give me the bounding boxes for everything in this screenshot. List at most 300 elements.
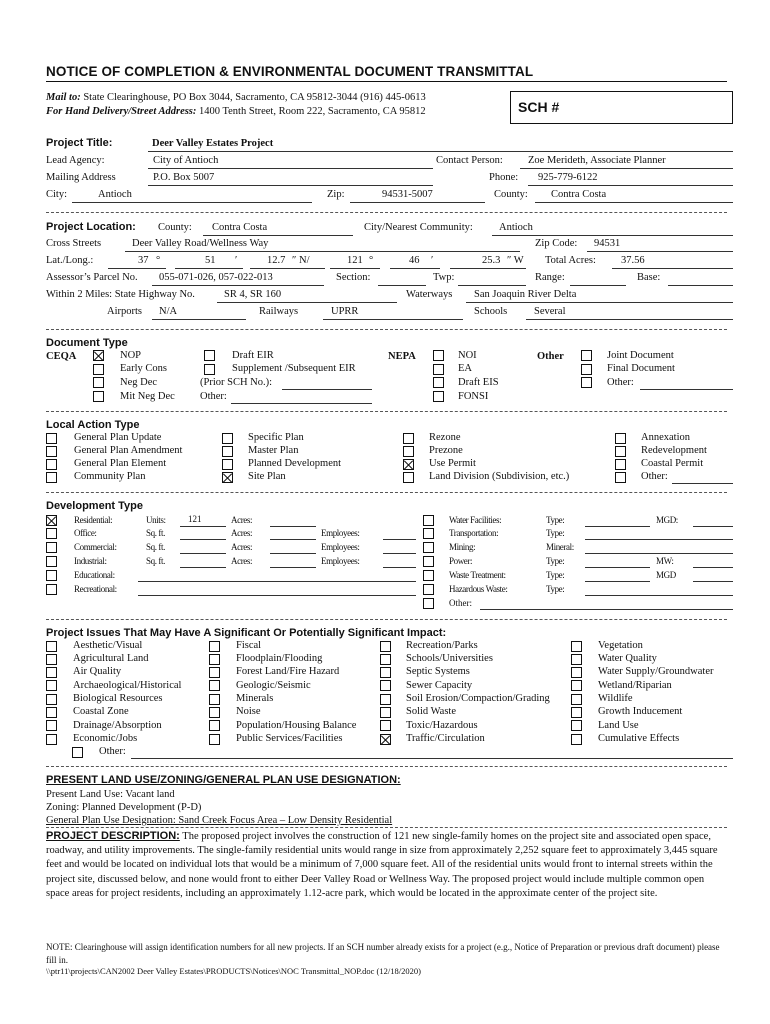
joint-document-checkbox[interactable] (581, 350, 592, 361)
local-other-checkbox[interactable] (615, 472, 626, 483)
local-action-item: General Plan Update (74, 432, 162, 443)
total-acres-label: Total Acres: (545, 255, 596, 266)
dev-label: Recreational: (74, 584, 117, 594)
issue-label: Noise (236, 706, 261, 717)
doc-type-heading: Document Type (46, 337, 128, 349)
issue-label: Septic Systems (406, 666, 470, 677)
commercial-sqft-line[interactable] (180, 553, 226, 554)
master-plan-checkbox[interactable] (222, 446, 233, 457)
office-sqft-line[interactable] (180, 539, 226, 540)
dev-right-type: Type: (546, 556, 565, 566)
title-rule (46, 81, 727, 82)
issue-label: Growth Inducement (598, 706, 683, 717)
airports-value[interactable]: N/A (159, 306, 178, 317)
educational-line[interactable] (138, 581, 416, 582)
local-action-item: Community Plan (74, 471, 146, 482)
issue-checkbox[interactable] (209, 707, 220, 718)
prior-sch-line[interactable] (282, 389, 372, 390)
redevelopment-checkbox[interactable] (615, 446, 626, 457)
nop-checkbox[interactable] (93, 350, 104, 361)
mail-to-address: State Clearinghouse, PO Box 3044, Sacramento, CA 95812-3044 (916) 445-0613 (83, 92, 426, 103)
project-title-value[interactable]: Deer Valley Estates Project (152, 138, 274, 149)
land-division-checkbox[interactable] (403, 472, 414, 483)
loc-county-value[interactable]: Contra Costa (212, 222, 268, 233)
commercial-checkbox[interactable] (46, 542, 57, 553)
footer-note: NOTE: Clearinghouse will assign identification numbers for all new projects. If an SCH number already exists for a project (e.g., Notice of Preparation or previous draft document) please fill in. (46, 942, 720, 965)
doc-nepa-item: EA (458, 363, 472, 374)
site-plan-checkbox[interactable] (222, 472, 233, 483)
issue-label: Sewer Capacity (406, 680, 473, 691)
dev-right-type: Mineral: (546, 542, 574, 552)
neg-dec-checkbox[interactable] (93, 377, 104, 388)
zip-line (350, 202, 485, 203)
other-label: Other (537, 351, 564, 362)
local-action-item: Redevelopment (641, 445, 707, 456)
local-action-item: Land Division (Subdivision, etc.) (429, 471, 570, 482)
dev-emp: Employees: (321, 542, 360, 552)
issue-checkbox[interactable] (380, 707, 391, 718)
project-location-label: Project Location: (46, 221, 136, 233)
section-divider-6 (46, 766, 727, 767)
noi-checkbox[interactable] (433, 350, 444, 361)
phone-line (528, 185, 733, 186)
issue-label: Recreation/Parks (406, 640, 478, 651)
land-use-heading: PRESENT LAND USE/ZONING/GENERAL PLAN USE DESIGNATION: (46, 774, 401, 786)
lead-agency-label: Lead Agency: (46, 155, 105, 166)
description-text: The proposed project involves the construction of 121 new single-family homes on the project site and associated open space, roadway, and utility improvements. The single-family residential units would range in size from approximately 2,252 square feet to approximately 3,445 square feet and would be located on individual lots that would be a minimum of 7,000 square feet. All of the residential units would front to internal streets within the project site, discussed below, and none would front to either Deer Valley Road or Wellness Way. The proposed project would include multiple common open space areas for project residents, including an approximately 1.12-acre park, which would be located in the approximate center of the project site. (46, 831, 718, 899)
mail-to-line (46, 92, 426, 103)
cross-streets-label: Cross Streets (46, 238, 102, 249)
long-min-sym: ′ (431, 255, 434, 266)
issue-label: Drainage/Absorption (73, 720, 162, 731)
form-title: NOTICE OF COMPLETION & ENVIRONMENTAL DOCUMENT TRANSMITTAL (46, 64, 534, 79)
power-mw-line[interactable] (693, 567, 733, 568)
issue-label: Soil Erosion/Compaction/Grading (406, 693, 550, 704)
commercial-emp-line[interactable] (383, 553, 416, 554)
office-checkbox[interactable] (46, 528, 57, 539)
doc-other-item: Joint Document (607, 350, 674, 361)
apn-line (152, 285, 324, 286)
issue-other-line[interactable] (131, 758, 733, 759)
city-line (72, 202, 312, 203)
dev-label: Educational: (74, 570, 115, 580)
issue-checkbox[interactable] (46, 654, 57, 665)
issue-label: Minerals (236, 693, 274, 704)
dev-unit: Sq. ft. (146, 528, 165, 538)
city-value[interactable]: Antioch (98, 189, 132, 200)
issue-checkbox[interactable] (571, 707, 582, 718)
dev-label: Industrial: (74, 556, 107, 566)
local-action-heading: Local Action Type (46, 419, 140, 431)
schools-value[interactable]: Several (534, 306, 566, 317)
waterways-value[interactable]: San Joaquin River Delta (474, 289, 577, 300)
water-type-line[interactable] (585, 526, 650, 527)
dev-type-heading: Development Type (46, 500, 143, 512)
lat-min-sym: ′ (235, 255, 238, 266)
lat-sec-line (250, 268, 325, 269)
supplement-eir-checkbox[interactable] (204, 364, 215, 375)
waste-mgd-line[interactable] (693, 581, 733, 582)
doc-ceqa-item: Early Cons (120, 363, 167, 374)
long-sec-line (450, 268, 526, 269)
lat-sec[interactable]: 12.7 (267, 255, 286, 266)
dev-right-unit: MGD (656, 570, 676, 580)
base-line (668, 285, 733, 286)
issue-label: Biological Resources (73, 693, 163, 704)
dev-acres: Acres: (231, 542, 253, 552)
lead-agency-value[interactable]: City of Antioch (153, 155, 219, 166)
issue-checkbox[interactable] (380, 654, 391, 665)
lat-deg[interactable]: 37 (138, 255, 149, 266)
present-land-use: Present Land Use: Vacant land (46, 789, 175, 800)
phone-value[interactable]: 925-779-6122 (538, 172, 598, 183)
recreational-checkbox[interactable] (46, 584, 57, 595)
issue-checkbox[interactable] (571, 641, 582, 652)
dev-right-type: Type: (546, 515, 565, 525)
issue-label: Population/Housing Balance (236, 720, 357, 731)
issues-heading: Project Issues That May Have A Significant Or Potentially Significant Impact: (46, 627, 447, 639)
lat-deg-line (108, 268, 166, 269)
total-acres-value[interactable]: 37.56 (621, 255, 645, 266)
within-2-miles-label: Within 2 Miles: State Highway No. (46, 289, 195, 300)
nepa-label: NEPA (388, 351, 416, 362)
traffic-circulation-checkbox[interactable] (380, 734, 391, 745)
local-action-item: Specific Plan (248, 432, 304, 443)
dev-emp: Employees: (321, 556, 360, 566)
local-action-item: Coastal Permit (641, 458, 704, 469)
long-min-line (390, 268, 440, 269)
railways-value[interactable]: UPRR (331, 306, 359, 317)
draft-eir-checkbox[interactable] (204, 350, 215, 361)
issue-checkbox[interactable] (209, 680, 220, 691)
community-plan-checkbox[interactable] (46, 472, 57, 483)
highway-value[interactable]: SR 4, SR 160 (224, 289, 282, 300)
doc-ceqa-item: Neg Dec (120, 377, 158, 388)
zip-label: Zip: (327, 189, 345, 200)
cross-streets-line (125, 251, 520, 252)
rezone-checkbox[interactable] (403, 433, 414, 444)
use-permit-checkbox[interactable] (403, 459, 414, 470)
doc-other-item: Other: (607, 377, 634, 388)
section-divider-3 (46, 411, 727, 412)
dev-unit: Units: (146, 515, 166, 525)
issue-checkbox[interactable] (209, 694, 220, 705)
mailing-line (148, 185, 433, 186)
issue-checkbox[interactable] (571, 654, 582, 665)
phone-label: Phone: (489, 172, 519, 183)
water-mgd-line[interactable] (693, 526, 733, 527)
loc-zip-line (587, 251, 733, 252)
issue-checkbox[interactable] (380, 720, 391, 731)
mineral-line[interactable] (585, 553, 733, 554)
waste-type-line[interactable] (585, 581, 650, 582)
apn-label: Assessor’s Parcel No. (46, 272, 138, 283)
dev-right-unit: MGD: (656, 515, 678, 525)
dev-right-label: Mining: (449, 542, 476, 552)
dev-right-label: Other: (449, 598, 472, 608)
doc-nepa-item: FONSI (458, 391, 489, 402)
issue-label: Solid Waste (406, 706, 457, 717)
gp-amendment-checkbox[interactable] (46, 446, 57, 457)
twp-label: Twp: (433, 272, 455, 283)
ceqa-other-line[interactable] (231, 403, 372, 404)
ea-checkbox[interactable] (433, 364, 444, 375)
railways-label: Railways (259, 306, 299, 317)
long-deg[interactable]: 121 (347, 255, 363, 266)
ceqa-other-label: Other: (200, 391, 227, 402)
loc-county-label: County: (158, 222, 192, 233)
issue-label: Water Supply/Groundwater (598, 666, 714, 677)
issue-label: Vegetation (598, 640, 643, 651)
doc-ceqa-item: Draft EIR (232, 350, 274, 361)
early-cons-checkbox[interactable] (93, 364, 104, 375)
project-title-label: Project Title: (46, 137, 113, 149)
issue-checkbox[interactable] (46, 680, 57, 691)
hand-delivery-address: 1400 Tenth Street, Room 222, Sacramento, CA 95812 (199, 106, 426, 117)
issue-label: Cumulative Effects (598, 733, 680, 744)
issue-checkbox[interactable] (209, 720, 220, 731)
issue-label: Floodplain/Flooding (236, 653, 323, 664)
dev-right-unit: MW: (656, 556, 674, 566)
recreational-line[interactable] (138, 595, 416, 596)
total-acres-line (612, 268, 733, 269)
issue-checkbox[interactable] (571, 667, 582, 678)
railways-line (323, 319, 463, 320)
county-value[interactable]: Contra Costa (551, 189, 607, 200)
community-line (492, 235, 733, 236)
dev-other-line[interactable] (480, 609, 733, 610)
local-action-item: Site Plan (248, 471, 286, 482)
project-title-line (148, 151, 733, 152)
local-action-item: Rezone (429, 432, 461, 443)
local-action-item: Annexation (641, 432, 690, 443)
long-dir: ″ W (507, 255, 524, 266)
res-acres-line[interactable] (270, 526, 316, 527)
lat-min[interactable]: 51 (205, 255, 216, 266)
final-document-checkbox[interactable] (581, 364, 592, 375)
issue-checkbox[interactable] (209, 734, 220, 745)
range-line (570, 285, 626, 286)
power-type-line[interactable] (585, 567, 650, 568)
issue-checkbox[interactable] (46, 707, 57, 718)
city-label: City: (46, 189, 68, 200)
specific-plan-checkbox[interactable] (222, 433, 233, 444)
dev-right-type: Type: (546, 528, 565, 538)
issue-checkbox[interactable] (46, 641, 57, 652)
sch-number-box[interactable] (510, 91, 733, 124)
issue-label: Wetland/Riparian (598, 680, 672, 691)
local-action-item: Master Plan (248, 445, 299, 456)
office-emp-line[interactable] (383, 539, 416, 540)
mining-checkbox[interactable] (423, 542, 434, 553)
doc-ceqa-item: Supplement /Subsequent EIR (232, 363, 356, 374)
lat-min-line (175, 268, 243, 269)
long-deg-sym: ° (369, 255, 374, 266)
issue-checkbox[interactable] (46, 667, 57, 678)
loc-zip-value[interactable]: 94531 (594, 238, 621, 249)
ceqa-label: CEQA (46, 351, 77, 362)
water-facilities-checkbox[interactable] (423, 515, 434, 526)
dev-right-label: Transportation: (449, 528, 499, 538)
long-min[interactable]: 46 (409, 255, 420, 266)
hazardous-waste-checkbox[interactable] (423, 584, 434, 595)
dev-other-checkbox[interactable] (423, 598, 434, 609)
issue-checkbox[interactable] (209, 641, 220, 652)
issue-label: Forest Land/Fire Hazard (236, 666, 340, 677)
other-document-checkbox[interactable] (581, 377, 592, 388)
industrial-emp-line[interactable] (383, 567, 416, 568)
commercial-acres-line[interactable] (270, 553, 316, 554)
cross-streets-value[interactable]: Deer Valley Road/Wellness Way (132, 238, 269, 249)
fonsi-checkbox[interactable] (433, 391, 444, 402)
educational-checkbox[interactable] (46, 570, 57, 581)
long-deg-line (330, 268, 380, 269)
annexation-checkbox[interactable] (615, 433, 626, 444)
transportation-type-line[interactable] (585, 539, 733, 540)
issue-checkbox[interactable] (209, 654, 220, 665)
loc-county-line (203, 235, 353, 236)
file-path: \\ptr11\projects\CAN2002 Deer Valley Estates\PRODUCTS\Notices\NOC Transmittal_NOP.doc (12/18/2020) (46, 966, 421, 976)
contact-value[interactable]: Zoe Merideth, Associate Planner (528, 155, 666, 166)
dev-right-type: Type: (546, 570, 565, 580)
latlong-label: Lat./Long.: (46, 255, 94, 266)
lat-deg-sym: ° (156, 255, 161, 266)
dev-acres: Acres: (231, 528, 253, 538)
draft-eis-checkbox[interactable] (433, 377, 444, 388)
issue-checkbox[interactable] (46, 734, 57, 745)
transportation-checkbox[interactable] (423, 528, 434, 539)
local-action-item: Other: (641, 471, 668, 482)
issue-label: Air Quality (73, 666, 122, 677)
dev-right-label: Waste Treatment: (449, 570, 506, 580)
lat-dir: ″ N/ (292, 255, 310, 266)
twp-line (458, 285, 526, 286)
prezone-checkbox[interactable] (403, 446, 414, 457)
airports-line (152, 319, 246, 320)
issue-checkbox[interactable] (571, 734, 582, 745)
dev-label: Commercial: (74, 542, 117, 552)
issue-label: Fiscal (236, 640, 262, 651)
issue-checkbox[interactable] (209, 667, 220, 678)
description-heading: PROJECT DESCRIPTION: (46, 830, 180, 842)
other-document-line[interactable] (640, 389, 733, 390)
issue-checkbox[interactable] (380, 641, 391, 652)
issue-checkbox[interactable] (380, 694, 391, 705)
coastal-permit-checkbox[interactable] (615, 459, 626, 470)
industrial-acres-line[interactable] (270, 567, 316, 568)
issue-other-label: Other: (99, 746, 126, 757)
long-sec[interactable]: 25.3 (482, 255, 501, 266)
waterways-line (466, 302, 733, 303)
dev-unit: Sq. ft. (146, 542, 165, 552)
dev-right-label: Power: (449, 556, 473, 566)
issue-label: Public Services/Facilities (236, 733, 343, 744)
dev-label: Residential: (74, 515, 113, 525)
community-label: City/Nearest Community: (364, 222, 473, 233)
dev-emp: Employees: (321, 528, 360, 538)
industrial-sqft-line[interactable] (180, 567, 226, 568)
range-label: Range: (535, 272, 565, 283)
community-value[interactable]: Antioch (499, 222, 533, 233)
planned-development-checkbox[interactable] (222, 459, 233, 470)
hazardous-type-line[interactable] (585, 595, 733, 596)
schools-label: Schools (474, 306, 508, 317)
gp-element-checkbox[interactable] (46, 459, 57, 470)
doc-ceqa-item: Mit Neg Dec (120, 391, 175, 402)
mailing-label: Mailing Address (46, 172, 116, 183)
section-divider-5 (46, 619, 727, 620)
doc-ceqa-item: NOP (120, 350, 142, 361)
issue-label: Aesthetic/Visual (73, 640, 143, 651)
issue-checkbox[interactable] (571, 680, 582, 691)
lead-agency-line (148, 168, 433, 169)
project-description (46, 829, 721, 901)
gp-update-checkbox[interactable] (46, 433, 57, 444)
dev-unit: Sq. ft. (146, 556, 165, 566)
local-other-line[interactable] (672, 483, 733, 484)
gp-designation: General Plan Use Designation: Sand Creek Focus Area – Low Density Residential (46, 815, 393, 826)
issue-checkbox[interactable] (46, 694, 57, 705)
waterways-label: Waterways (406, 289, 453, 300)
mit-neg-dec-checkbox[interactable] (93, 391, 104, 402)
mail-to-label: Mail to: (46, 92, 81, 103)
doc-other-item: Final Document (607, 363, 675, 374)
issue-checkbox[interactable] (571, 720, 582, 731)
issue-checkbox[interactable] (380, 667, 391, 678)
apn-value[interactable]: 055-071-026, 057-022-013 (159, 272, 273, 283)
waste-treatment-checkbox[interactable] (423, 570, 434, 581)
section-divider-1 (46, 212, 727, 213)
local-action-item: Use Permit (429, 458, 476, 469)
highway-line (217, 302, 397, 303)
sch-label: SCH # (518, 99, 560, 115)
hand-delivery-label: For Hand Delivery/Street Address: (46, 106, 197, 117)
issue-other-checkbox[interactable] (72, 747, 83, 758)
county-line (535, 202, 733, 203)
local-action-item: General Plan Amendment (74, 445, 183, 456)
section-line (378, 285, 426, 286)
section-label: Section: (336, 272, 371, 283)
industrial-checkbox[interactable] (46, 556, 57, 567)
office-acres-line[interactable] (270, 539, 316, 540)
issue-checkbox[interactable] (380, 680, 391, 691)
units-value[interactable]: 121 (188, 514, 202, 524)
issue-checkbox[interactable] (46, 720, 57, 731)
schools-line (526, 319, 733, 320)
issue-label: Land Use (598, 720, 639, 731)
contact-label: Contact Person: (436, 155, 503, 166)
zip-value[interactable]: 94531-5007 (382, 189, 433, 200)
dev-label: Office: (74, 528, 97, 538)
residential-checkbox[interactable] (46, 515, 57, 526)
issue-label: Agricultural Land (73, 653, 149, 664)
dev-right-label: Water Facilities: (449, 515, 502, 525)
county-label: County: (494, 189, 528, 200)
issue-label: Geologic/Seismic (236, 680, 311, 691)
dev-right-label: Hazardous Waste: (449, 584, 508, 594)
section-divider-7 (46, 827, 727, 828)
issue-checkbox[interactable] (571, 694, 582, 705)
issue-label: Schools/Universities (406, 653, 493, 664)
section-divider-2 (46, 329, 727, 330)
issue-label: Economic/Jobs (73, 733, 138, 744)
loc-zip-label: Zip Code: (535, 238, 578, 249)
doc-nepa-item: NOI (458, 350, 477, 361)
issue-label: Water Quality (598, 653, 657, 664)
local-action-item: Planned Development (248, 458, 342, 469)
mailing-value[interactable]: P.O. Box 5007 (153, 172, 215, 183)
power-checkbox[interactable] (423, 556, 434, 567)
